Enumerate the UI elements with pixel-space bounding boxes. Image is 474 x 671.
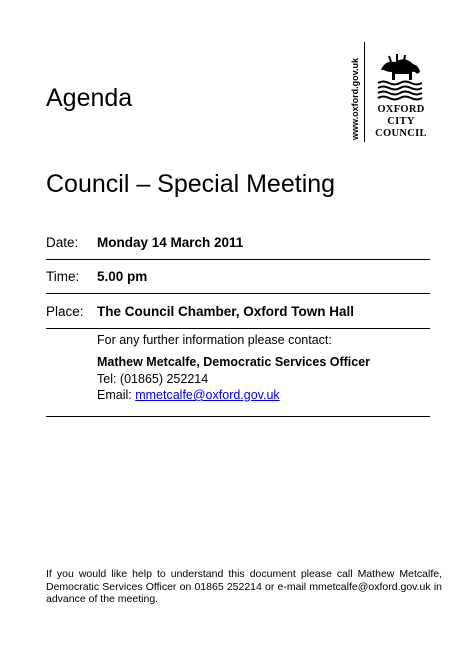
footer-note: If you would like help to understand this document please call Mathew Metcalfe, Democratic Services Officer on 01865 252214 or e-mail mmetcalfe@oxford.gov.uk in advance of the meeting. [46, 568, 442, 605]
divider [46, 328, 430, 329]
contact-intro: For any further information please contact: [97, 333, 332, 347]
contact-name: Mathew Metcalfe, Democratic Services Officer [97, 355, 371, 369]
divider [46, 259, 430, 260]
place-value: The Council Chamber, Oxford Town Hall [97, 304, 355, 319]
ox-crest-icon [375, 50, 425, 102]
contact-email-row [97, 388, 280, 402]
date-label: Date: [46, 235, 79, 250]
website-url[interactable]: www.oxford.gov.uk [350, 57, 360, 140]
contact-tel: Tel: (01865) 252214 [97, 372, 209, 386]
page-heading: Agenda [46, 84, 133, 112]
place-label: Place: [46, 304, 84, 319]
email-label: Email: [97, 388, 132, 402]
date-value: Monday 14 March 2011 [97, 235, 244, 250]
divider [46, 416, 430, 417]
email-link[interactable]: mmetcalfe@oxford.gov.uk [135, 388, 280, 402]
logo-word-oxford: OXFORD [377, 104, 425, 115]
logo-word-council: COUNCIL [375, 128, 427, 139]
divider [46, 293, 430, 294]
time-label: Time: [46, 269, 80, 284]
logo-divider [364, 42, 365, 142]
logo-word-city: CITY [387, 116, 415, 127]
time-value: 5.00 pm [97, 269, 148, 284]
meeting-title: Council – Special Meeting [46, 170, 336, 198]
